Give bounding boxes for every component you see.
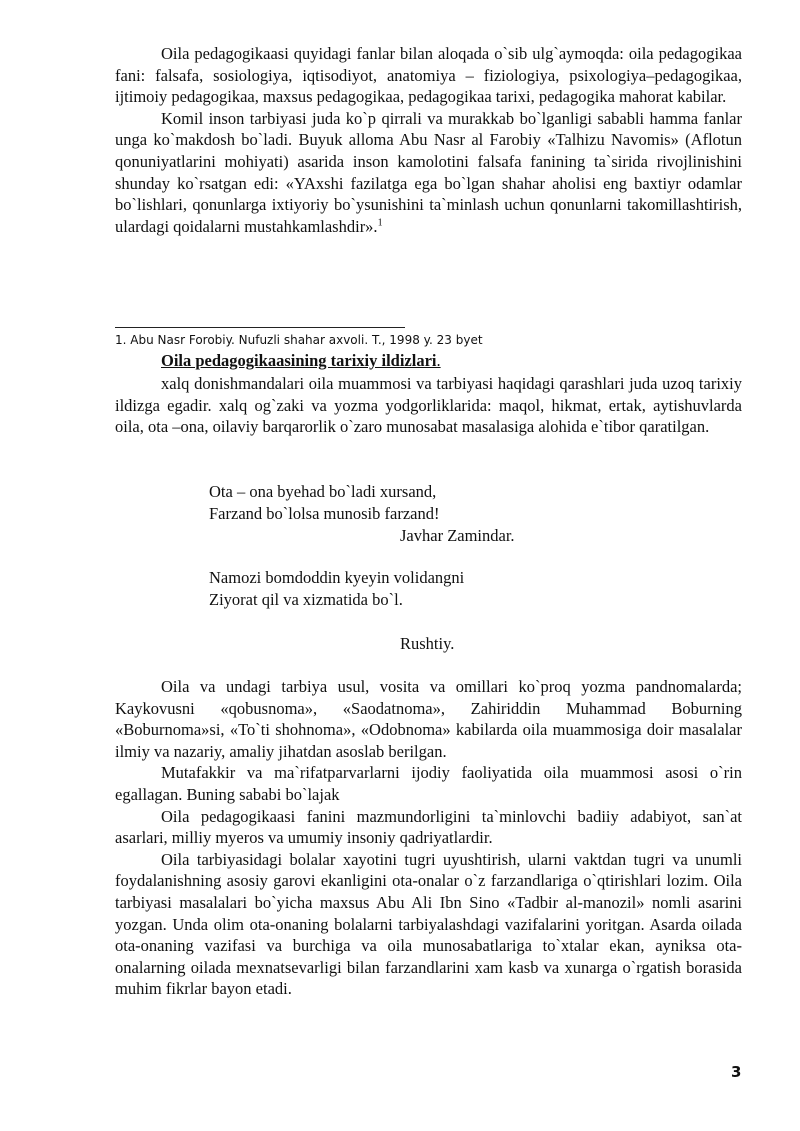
body-section (115, 676, 742, 1000)
footnote-marker: 1 (377, 217, 383, 229)
paragraph-history: xalq donishmandalari oila muammosi va tarbiyasi haqidagi qarashlari juda uzoq tarixiy ildizga egadir. xalq og`zaki va yozma yodgorliklarida: maqol, hikmat, ertak, aytishuvlarda oila, ota –ona, oilaviy barqarorlik o`zaro munosabat masalasiga alohida e`tibor qaratilgan. (115, 374, 742, 437)
verse-1-line-1: Ota – ona byehad bo`ladi xursand, (209, 482, 437, 501)
paragraph-ibn-sino: Oila tarbiyasidagi bolalar xayotini tugri uyushtirish, ularni vaktdan tugri va unumli foydalanishning asosiy garovi ekanligini ota-onalar o`z farzandlariga o`qtirishlari lozim. Oila tarbiyasi masalalari bo`yicha maxsus Abu Ali Ibn Sino «Tadbir al-manozil» nomli asarini yozgan. Unda olim ota-onaning bolalarni tarbiyalashdagi vazifalarini yoritgan. Asarda oilada ota-onaning vazifasi va burchiga va oila munosabatlariga to`xtalar ekan, ayniksa ota-onalarning oilada mexnatsevarligi bilan farzandlarini xam kasb va xunarga o`rgatish borasida muhim fikrlar bayon etadi. (115, 849, 742, 999)
paragraph-pandnomalar: Oila va undagi tarbiya usul, vosita va omillari ko`proq yozma pandnomalarda; Kaykovusni «qobusnoma», «Saodatnoma», Zahiriddin Muhammad Boburning «Boburnoma»si, «To`ti shohnoma», «Odobnoma» kabilarda oila muammosiga doir masalalar ilmiy va nazariy, amaliy jihatdan asoslab berilgan. (115, 677, 742, 761)
verse-1-author: Javhar Zamindar. (400, 526, 515, 545)
paragraph-farobiy-text: Komil inson tarbiyasi juda ko`p qirrali va murakkab bo`lganligi sababli hamma fanlar unga ko`makdosh bo`ladi. Buyuk alloma Abu Nasr al Farobiy «Talhizu Navomis» (Aflotun qonuniyatlarini mohiyati) asarida inson kamolotini falsafa fanining ta`sirida rivojlinishini shunday ko`rsatgan edi: «YAxshi fazilatga ega bo`lgan shahar aholisi eng baxtiyr odamlar bo`lishlari, qonunlarga ixtiyoriy bo`ysunishini ta`minlash uchun qonunlarni takomillashtirish, ulardagi qoidalarni mustahkamlashdir». (115, 108, 742, 236)
paragraph-farobiy (115, 108, 742, 238)
section-heading-dot: . (436, 351, 441, 370)
paragraph-mutafakkir: Mutafakkir va ma`rifatparvarlarni ijodiy faoliyatida oila muammosi asosi o`rin egallagan. Buning sababi bo`lajak (115, 763, 742, 804)
section-heading (161, 350, 441, 372)
paragraph-related-sciences: Oila pedagogikaasi quyidagi fanlar bilan aloqada o`sib ulg`aymoqda: oila pedagogikaa fani: falsafa, sosiologiya, iqtisodiyot, anatomiya – fiziologiya, psixologiya–pedagogikaa, ijtimoiy pedagogikaa, maxsus pedagogikaa, pedagogikaa tarixi, pedagogika mahorat kabilar. (115, 44, 742, 107)
verse-2-author: Rushtiy. (400, 634, 455, 653)
paragraph-mazmun: Oila pedagogikaasi fanini mazmundorligini ta`minlovchi badiiy adabiyot, san`at asarlari, milliy myeros va umumiy insoniy qadriyatlardir. (115, 806, 742, 848)
verse-2-line-1: Namozi bomdoddin kyeyin volidangni (209, 568, 465, 587)
page-number: 3 (731, 1063, 742, 1081)
verse-1-line-2: Farzand bo`lolsa munosib farzand! (209, 504, 440, 523)
footnote-divider (115, 327, 405, 328)
verse-2 (209, 567, 464, 611)
intro-section (115, 43, 742, 237)
verse-2-line-2: Ziyorat qil va xizmatida bo`l. (209, 590, 403, 609)
history-section (115, 373, 742, 438)
section-heading-text: Oila pedagogikaasining tarixiy ildizlari (161, 351, 437, 370)
footnote: 1. Abu Nasr Forobiy. Nufuzli shahar axvoli. T., 1998 y. 23 byet (115, 333, 483, 347)
verse-1 (209, 481, 439, 525)
